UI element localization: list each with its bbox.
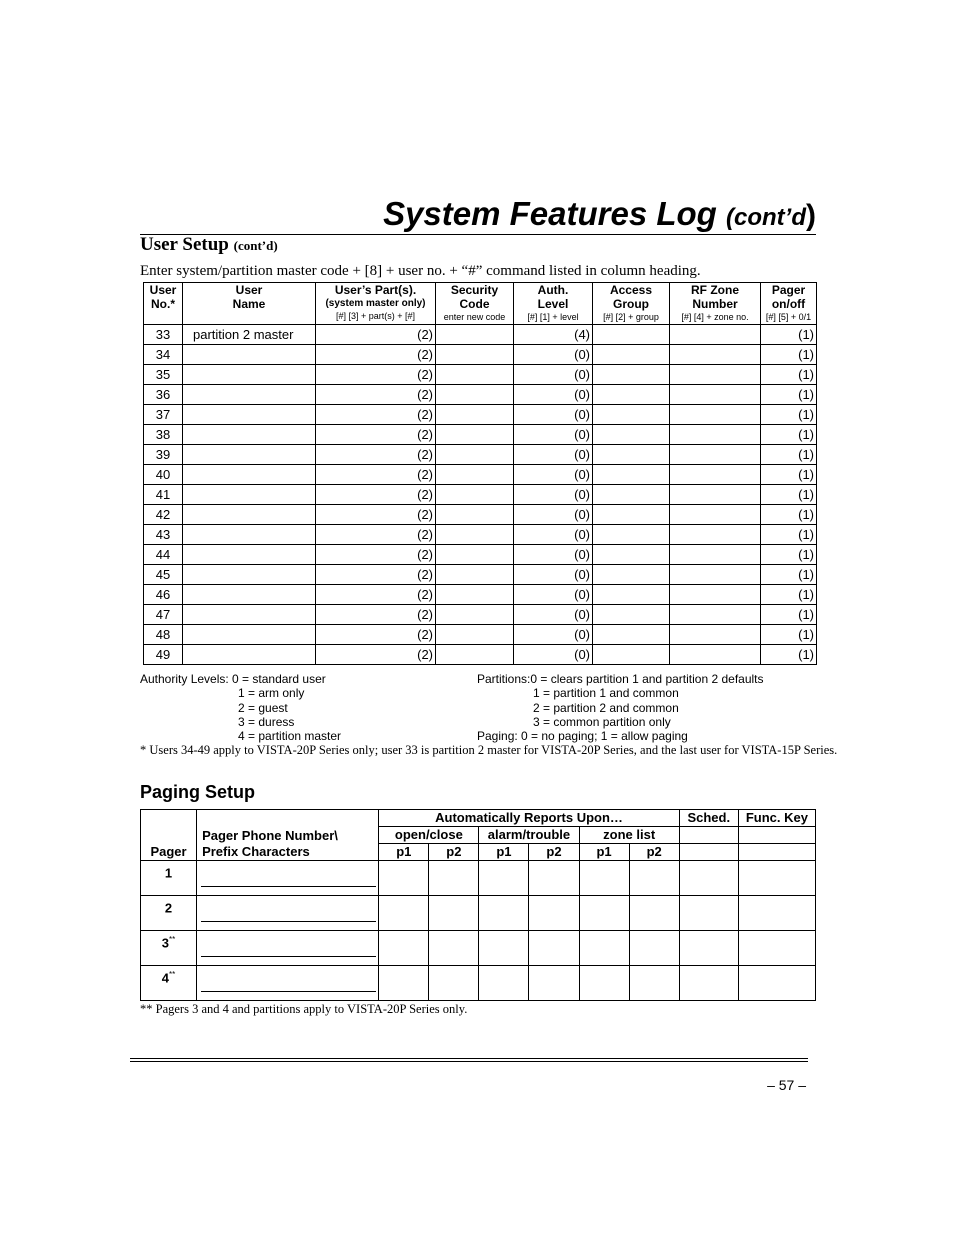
col-header-auto-reports: Automatically Reports Upon…	[379, 810, 679, 827]
col-header-p1: p1	[379, 844, 429, 861]
pager-row	[141, 896, 816, 931]
pager-number: 1	[141, 861, 197, 896]
col-header-pager-phone: Pager Phone Number\ Prefix Characters	[197, 810, 379, 861]
col-header-security-code: Security Code enter new code	[436, 283, 514, 325]
col-header-p2: p2	[429, 844, 479, 861]
table-row: 45 (2) (0) (1)	[144, 565, 817, 585]
pager-row	[141, 966, 816, 1001]
col-header-user-no: User No.*	[144, 283, 183, 325]
col-header-p2: p2	[629, 844, 679, 861]
footer-rule	[130, 1058, 808, 1062]
pager-phone-cell	[197, 896, 379, 931]
table-row: 49 (2) (0) (1)	[144, 645, 817, 665]
table-row: 46 (2) (0) (1)	[144, 585, 817, 605]
authority-levels-note: Authority Levels: 0 = standard user 1 = arm only 2 = guest 3 = duress 4 = partition master	[140, 672, 342, 744]
users-footnote: * Users 34-49 apply to VISTA-20P Series only; user 33 is partition 2 master for VISTA-20P Series, and the last user for VISTA-15P Series.	[140, 743, 838, 757]
pager-row	[141, 931, 816, 966]
user-setup-heading-text: User Setup	[140, 234, 229, 255]
table-row: 38 (2) (0) (1)	[144, 425, 817, 445]
page-title	[140, 193, 816, 239]
pager-number: 4**	[141, 966, 197, 1001]
table-row: 44 (2) (0) (1)	[144, 545, 817, 565]
table-row: 37 (2) (0) (1)	[144, 405, 817, 425]
pagers-footnote: ** Pagers 3 and 4 and partitions apply to VISTA-20P Series only.	[140, 1002, 468, 1016]
pager-phone-cell	[197, 966, 379, 1001]
pager-row	[141, 861, 816, 896]
col-header-open-close: open/close	[379, 827, 479, 844]
partitions-note: Partitions:0 = clears partition 1 and partition 2 defaults 1 = partition 1 and common 2 = partition 2 and common 3 = common partition only Paging: 0 = no paging; 1 = allow paging	[477, 672, 764, 744]
table-row: 43 (2) (0) (1)	[144, 525, 817, 545]
col-header-pager: Pager	[141, 810, 197, 861]
user-setup-heading-suffix: (cont’d)	[233, 238, 278, 253]
table-row: 39 (2) (0) (1)	[144, 445, 817, 465]
col-header-rf-zone: RF Zone Number [#] [4] + zone no.	[670, 283, 761, 325]
page-title-main: System Features Log	[383, 195, 717, 232]
user-table-header-row	[144, 283, 817, 325]
col-header-p1: p1	[479, 844, 529, 861]
col-header-func-key: Func. Key	[738, 810, 815, 827]
col-header-user-parts: User’s Part(s). (system master only) [#] [3] + part(s) + [#]	[316, 283, 436, 325]
col-header-sched: Sched.	[679, 810, 738, 827]
col-header-pager: Pager on/off [#] [5] + 0/1	[761, 283, 817, 325]
col-header-access-group: Access Group [#] [2] + group	[593, 283, 670, 325]
table-row: 47 (2) (0) (1)	[144, 605, 817, 625]
pager-phone-cell	[197, 931, 379, 966]
blank-entry-line	[201, 886, 376, 887]
paging-setup-table	[140, 809, 816, 1001]
col-header-zone-list: zone list	[579, 827, 679, 844]
user-setup-table	[143, 282, 817, 665]
paging-header-row-1	[141, 810, 816, 827]
col-header-p2: p2	[529, 844, 579, 861]
table-row: 48 (2) (0) (1)	[144, 625, 817, 645]
col-header-user-name: User Name	[183, 283, 316, 325]
col-header-p1: p1	[579, 844, 629, 861]
pager-number: 2	[141, 896, 197, 931]
paging-note: Paging: 0 = no paging; 1 = allow paging	[477, 729, 688, 744]
blank-entry-line	[201, 991, 376, 992]
blank-entry-line	[201, 956, 376, 957]
table-row: 33 partition 2 master (2) (4) (1)	[144, 325, 817, 345]
col-header-auth-level: Auth. Level [#] [1] + level	[514, 283, 593, 325]
page-title-close-paren: )	[806, 199, 816, 232]
col-header-alarm-trouble: alarm/trouble	[479, 827, 579, 844]
table-row: 41 (2) (0) (1)	[144, 485, 817, 505]
table-row: 34 (2) (0) (1)	[144, 345, 817, 365]
page-number: – 57 –	[767, 1077, 806, 1093]
user-setup-heading	[140, 234, 278, 256]
pager-number: 3**	[141, 931, 197, 966]
blank-entry-line	[201, 921, 376, 922]
table-row: 40 (2) (0) (1)	[144, 465, 817, 485]
page-title-suffix: (cont’d	[726, 204, 806, 231]
table-row: 36 (2) (0) (1)	[144, 385, 817, 405]
table-row: 35 (2) (0) (1)	[144, 365, 817, 385]
pager-phone-cell	[197, 861, 379, 896]
user-setup-instruction: Enter system/partition master code + [8] + user no. + “#” command listed in column heading.	[140, 263, 701, 279]
table-row: 42 (2) (0) (1)	[144, 505, 817, 525]
paging-setup-heading: Paging Setup	[140, 782, 256, 802]
